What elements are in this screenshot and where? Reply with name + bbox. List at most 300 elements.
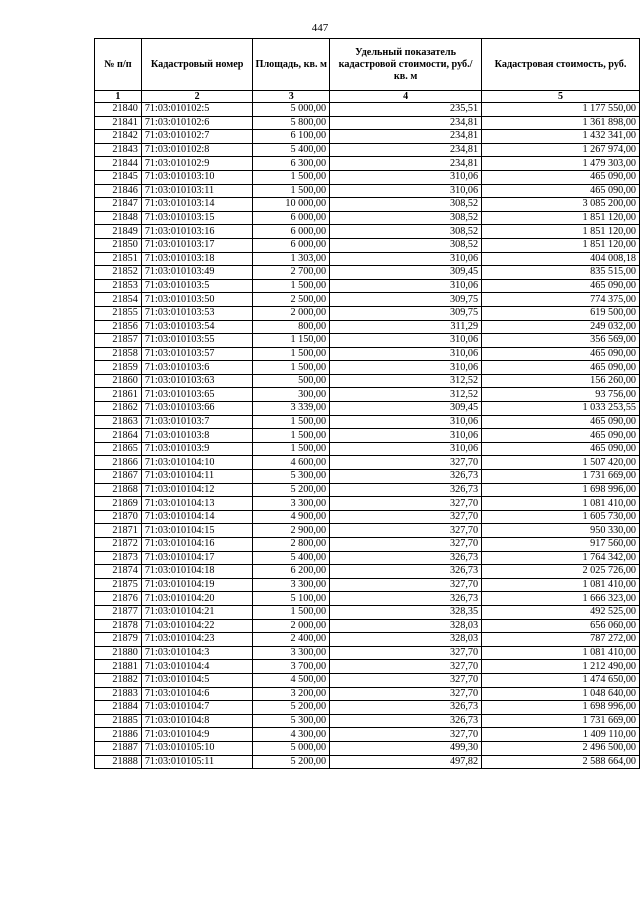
specific-value-cell: 327,70 bbox=[330, 673, 482, 687]
cadastral-number-cell: 71:03:010104:18 bbox=[141, 565, 253, 579]
cadastral-number-cell: 71:03:010104:5 bbox=[141, 673, 253, 687]
cadastral-value-cell: 1 731 669,00 bbox=[482, 714, 640, 728]
cadastral-value-cell: 1 731 669,00 bbox=[482, 470, 640, 484]
cadastral-number-cell: 71:03:010102:5 bbox=[141, 103, 253, 117]
cadastral-number-cell: 71:03:010104:9 bbox=[141, 728, 253, 742]
specific-value-cell: 309,75 bbox=[330, 306, 482, 320]
table-row bbox=[95, 293, 640, 307]
row-number-cell: 21873 bbox=[95, 551, 142, 565]
row-number-cell: 21860 bbox=[95, 374, 142, 388]
area-cell: 1 500,00 bbox=[253, 442, 330, 456]
area-cell: 4 300,00 bbox=[253, 728, 330, 742]
table-row bbox=[95, 225, 640, 239]
cadastral-number-cell: 71:03:010104:20 bbox=[141, 592, 253, 606]
area-cell: 3 300,00 bbox=[253, 497, 330, 511]
row-number-cell: 21851 bbox=[95, 252, 142, 266]
column-number: 5 bbox=[482, 91, 640, 103]
row-number-cell: 21862 bbox=[95, 402, 142, 416]
cadastral-number-cell: 71:03:010103:15 bbox=[141, 211, 253, 225]
row-number-cell: 21840 bbox=[95, 103, 142, 117]
specific-value-cell: 310,06 bbox=[330, 279, 482, 293]
cadastral-value-cell: 1 698 996,00 bbox=[482, 483, 640, 497]
specific-value-cell: 312,52 bbox=[330, 374, 482, 388]
cadastral-value-cell: 1 698 996,00 bbox=[482, 701, 640, 715]
cadastral-value-cell: 465 090,00 bbox=[482, 170, 640, 184]
cadastral-number-cell: 71:03:010103:49 bbox=[141, 266, 253, 280]
table-row bbox=[95, 103, 640, 117]
area-cell: 4 900,00 bbox=[253, 510, 330, 524]
specific-value-cell: 309,45 bbox=[330, 402, 482, 416]
row-number-cell: 21882 bbox=[95, 673, 142, 687]
table-row bbox=[95, 334, 640, 348]
specific-value-cell: 310,06 bbox=[330, 361, 482, 375]
header-area: Площадь, кв. м bbox=[253, 39, 330, 91]
cadastral-number-cell: 71:03:010103:8 bbox=[141, 429, 253, 443]
cadastral-value-cell: 1 081 410,00 bbox=[482, 578, 640, 592]
area-cell: 2 000,00 bbox=[253, 306, 330, 320]
row-number-cell: 21872 bbox=[95, 538, 142, 552]
area-cell: 1 500,00 bbox=[253, 429, 330, 443]
specific-value-cell: 327,70 bbox=[330, 660, 482, 674]
table-row bbox=[95, 660, 640, 674]
area-cell: 300,00 bbox=[253, 388, 330, 402]
area-cell: 1 150,00 bbox=[253, 334, 330, 348]
area-cell: 3 300,00 bbox=[253, 578, 330, 592]
cadastral-value-cell: 1 081 410,00 bbox=[482, 646, 640, 660]
specific-value-cell: 327,70 bbox=[330, 497, 482, 511]
area-cell: 5 000,00 bbox=[253, 103, 330, 117]
row-number-cell: 21853 bbox=[95, 279, 142, 293]
row-number-cell: 21867 bbox=[95, 470, 142, 484]
specific-value-cell: 234,81 bbox=[330, 130, 482, 144]
specific-value-cell: 327,70 bbox=[330, 538, 482, 552]
table-row bbox=[95, 157, 640, 171]
cadastral-value-cell: 1 764 342,00 bbox=[482, 551, 640, 565]
row-number-cell: 21855 bbox=[95, 306, 142, 320]
specific-value-cell: 234,81 bbox=[330, 116, 482, 130]
specific-value-cell: 326,73 bbox=[330, 714, 482, 728]
row-number-cell: 21852 bbox=[95, 266, 142, 280]
table-row bbox=[95, 497, 640, 511]
table-row bbox=[95, 510, 640, 524]
header-specific-value: Удельный показатель кадастровой стоимости, руб./кв. м bbox=[330, 39, 482, 91]
cadastral-number-cell: 71:03:010104:16 bbox=[141, 538, 253, 552]
row-number-cell: 21865 bbox=[95, 442, 142, 456]
column-number: 3 bbox=[253, 91, 330, 103]
row-number-cell: 21846 bbox=[95, 184, 142, 198]
table-row bbox=[95, 578, 640, 592]
cadastral-number-cell: 71:03:010103:50 bbox=[141, 293, 253, 307]
area-cell: 3 700,00 bbox=[253, 660, 330, 674]
area-cell: 5 100,00 bbox=[253, 592, 330, 606]
cadastral-number-cell: 71:03:010104:15 bbox=[141, 524, 253, 538]
column-number: 2 bbox=[141, 91, 253, 103]
area-cell: 1 500,00 bbox=[253, 347, 330, 361]
cadastral-number-cell: 71:03:010103:10 bbox=[141, 170, 253, 184]
table-row bbox=[95, 211, 640, 225]
cadastral-value-cell: 1 507 420,00 bbox=[482, 456, 640, 470]
area-cell: 2 000,00 bbox=[253, 619, 330, 633]
cadastral-value-cell: 465 090,00 bbox=[482, 415, 640, 429]
cadastral-value-cell: 465 090,00 bbox=[482, 429, 640, 443]
specific-value-cell: 326,73 bbox=[330, 483, 482, 497]
specific-value-cell: 327,70 bbox=[330, 578, 482, 592]
table-row bbox=[95, 116, 640, 130]
row-number-cell: 21887 bbox=[95, 741, 142, 755]
area-cell: 5 400,00 bbox=[253, 143, 330, 157]
cadastral-number-cell: 71:03:010103:9 bbox=[141, 442, 253, 456]
table-row bbox=[95, 184, 640, 198]
header-cadastral-number: Кадастровый номер bbox=[141, 39, 253, 91]
specific-value-cell: 310,06 bbox=[330, 347, 482, 361]
specific-value-cell: 234,81 bbox=[330, 143, 482, 157]
cadastral-value-cell: 619 500,00 bbox=[482, 306, 640, 320]
area-cell: 4 500,00 bbox=[253, 673, 330, 687]
row-number-cell: 21879 bbox=[95, 633, 142, 647]
cadastral-number-cell: 71:03:010105:11 bbox=[141, 755, 253, 769]
area-cell: 5 200,00 bbox=[253, 701, 330, 715]
area-cell: 1 500,00 bbox=[253, 170, 330, 184]
area-cell: 3 300,00 bbox=[253, 646, 330, 660]
row-number-cell: 21843 bbox=[95, 143, 142, 157]
cadastral-number-cell: 71:03:010103:11 bbox=[141, 184, 253, 198]
area-cell: 500,00 bbox=[253, 374, 330, 388]
table-row bbox=[95, 170, 640, 184]
row-number-cell: 21849 bbox=[95, 225, 142, 239]
cadastral-number-cell: 71:03:010103:7 bbox=[141, 415, 253, 429]
table-row bbox=[95, 415, 640, 429]
specific-value-cell: 308,52 bbox=[330, 225, 482, 239]
area-cell: 1 303,00 bbox=[253, 252, 330, 266]
table-row bbox=[95, 483, 640, 497]
row-number-cell: 21864 bbox=[95, 429, 142, 443]
cadastral-value-cell: 1 212 490,00 bbox=[482, 660, 640, 674]
row-number-cell: 21845 bbox=[95, 170, 142, 184]
table-row bbox=[95, 238, 640, 252]
cadastral-number-cell: 71:03:010104:11 bbox=[141, 470, 253, 484]
table-row bbox=[95, 143, 640, 157]
cadastral-value-cell: 1 048 640,00 bbox=[482, 687, 640, 701]
table-row bbox=[95, 442, 640, 456]
cadastral-number-cell: 71:03:010104:6 bbox=[141, 687, 253, 701]
area-cell: 2 700,00 bbox=[253, 266, 330, 280]
cadastral-number-cell: 71:03:010104:22 bbox=[141, 619, 253, 633]
specific-value-cell: 497,82 bbox=[330, 755, 482, 769]
row-number-cell: 21880 bbox=[95, 646, 142, 660]
table-row bbox=[95, 374, 640, 388]
cadastral-number-cell: 71:03:010103:66 bbox=[141, 402, 253, 416]
area-cell: 6 000,00 bbox=[253, 225, 330, 239]
specific-value-cell: 308,52 bbox=[330, 211, 482, 225]
specific-value-cell: 235,51 bbox=[330, 103, 482, 117]
column-number-row bbox=[95, 91, 640, 103]
table-row bbox=[95, 701, 640, 715]
cadastral-value-cell: 465 090,00 bbox=[482, 279, 640, 293]
cadastral-number-cell: 71:03:010104:4 bbox=[141, 660, 253, 674]
table-row bbox=[95, 551, 640, 565]
table-row bbox=[95, 687, 640, 701]
cadastral-number-cell: 71:03:010103:65 bbox=[141, 388, 253, 402]
table-row bbox=[95, 673, 640, 687]
area-cell: 6 100,00 bbox=[253, 130, 330, 144]
cadastral-value-cell: 3 085 200,00 bbox=[482, 198, 640, 212]
row-number-cell: 21856 bbox=[95, 320, 142, 334]
cadastral-value-cell: 950 330,00 bbox=[482, 524, 640, 538]
area-cell: 3 339,00 bbox=[253, 402, 330, 416]
area-cell: 5 300,00 bbox=[253, 714, 330, 728]
area-cell: 2 400,00 bbox=[253, 633, 330, 647]
specific-value-cell: 308,52 bbox=[330, 238, 482, 252]
area-cell: 10 000,00 bbox=[253, 198, 330, 212]
area-cell: 6 000,00 bbox=[253, 211, 330, 225]
table-row bbox=[95, 456, 640, 470]
cadastral-value-cell: 93 756,00 bbox=[482, 388, 640, 402]
area-cell: 1 500,00 bbox=[253, 361, 330, 375]
specific-value-cell: 311,29 bbox=[330, 320, 482, 334]
table-row bbox=[95, 402, 640, 416]
row-number-cell: 21858 bbox=[95, 347, 142, 361]
area-cell: 3 200,00 bbox=[253, 687, 330, 701]
row-number-cell: 21866 bbox=[95, 456, 142, 470]
cadastral-value-table bbox=[94, 38, 640, 769]
area-cell: 6 300,00 bbox=[253, 157, 330, 171]
cadastral-value-cell: 774 375,00 bbox=[482, 293, 640, 307]
area-cell: 6 000,00 bbox=[253, 238, 330, 252]
cadastral-value-cell: 1 081 410,00 bbox=[482, 497, 640, 511]
table-row bbox=[95, 130, 640, 144]
specific-value-cell: 328,03 bbox=[330, 633, 482, 647]
area-cell: 5 200,00 bbox=[253, 483, 330, 497]
table-row bbox=[95, 347, 640, 361]
cadastral-number-cell: 71:03:010103:14 bbox=[141, 198, 253, 212]
table-body bbox=[95, 103, 640, 769]
cadastral-number-cell: 71:03:010104:13 bbox=[141, 497, 253, 511]
table-row bbox=[95, 728, 640, 742]
row-number-cell: 21869 bbox=[95, 497, 142, 511]
table-row bbox=[95, 524, 640, 538]
table-row bbox=[95, 592, 640, 606]
specific-value-cell: 310,06 bbox=[330, 184, 482, 198]
row-number-cell: 21854 bbox=[95, 293, 142, 307]
specific-value-cell: 327,70 bbox=[330, 646, 482, 660]
table-row bbox=[95, 605, 640, 619]
page-number: 447 bbox=[311, 22, 329, 34]
row-number-cell: 21842 bbox=[95, 130, 142, 144]
table-row bbox=[95, 198, 640, 212]
cadastral-value-cell: 787 272,00 bbox=[482, 633, 640, 647]
row-number-cell: 21884 bbox=[95, 701, 142, 715]
row-number-cell: 21868 bbox=[95, 483, 142, 497]
area-cell: 2 900,00 bbox=[253, 524, 330, 538]
area-cell: 4 600,00 bbox=[253, 456, 330, 470]
specific-value-cell: 326,73 bbox=[330, 470, 482, 484]
header-row-number: № п/п bbox=[95, 39, 142, 91]
row-number-cell: 21878 bbox=[95, 619, 142, 633]
specific-value-cell: 312,52 bbox=[330, 388, 482, 402]
cadastral-number-cell: 71:03:010103:17 bbox=[141, 238, 253, 252]
cadastral-number-cell: 71:03:010103:6 bbox=[141, 361, 253, 375]
row-number-cell: 21871 bbox=[95, 524, 142, 538]
table-row bbox=[95, 755, 640, 769]
specific-value-cell: 328,35 bbox=[330, 605, 482, 619]
row-number-cell: 21877 bbox=[95, 605, 142, 619]
row-number-cell: 21874 bbox=[95, 565, 142, 579]
table-row bbox=[95, 320, 640, 334]
cadastral-number-cell: 71:03:010102:9 bbox=[141, 157, 253, 171]
table-row bbox=[95, 538, 640, 552]
cadastral-number-cell: 71:03:010104:23 bbox=[141, 633, 253, 647]
table-row bbox=[95, 252, 640, 266]
area-cell: 2 500,00 bbox=[253, 293, 330, 307]
row-number-cell: 21841 bbox=[95, 116, 142, 130]
column-number: 1 bbox=[95, 91, 142, 103]
cadastral-value-cell: 465 090,00 bbox=[482, 442, 640, 456]
cadastral-number-cell: 71:03:010102:8 bbox=[141, 143, 253, 157]
row-number-cell: 21881 bbox=[95, 660, 142, 674]
specific-value-cell: 327,70 bbox=[330, 456, 482, 470]
cadastral-number-cell: 71:03:010104:21 bbox=[141, 605, 253, 619]
specific-value-cell: 310,06 bbox=[330, 442, 482, 456]
cadastral-value-cell: 1 409 110,00 bbox=[482, 728, 640, 742]
cadastral-value-cell: 835 515,00 bbox=[482, 266, 640, 280]
specific-value-cell: 326,73 bbox=[330, 701, 482, 715]
cadastral-value-cell: 249 032,00 bbox=[482, 320, 640, 334]
table-row bbox=[95, 646, 640, 660]
cadastral-number-cell: 71:03:010103:54 bbox=[141, 320, 253, 334]
area-cell: 6 200,00 bbox=[253, 565, 330, 579]
cadastral-value-cell: 2 025 726,00 bbox=[482, 565, 640, 579]
specific-value-cell: 499,30 bbox=[330, 741, 482, 755]
cadastral-value-cell: 465 090,00 bbox=[482, 347, 640, 361]
area-cell: 5 000,00 bbox=[253, 741, 330, 755]
cadastral-number-cell: 71:03:010103:16 bbox=[141, 225, 253, 239]
cadastral-value-cell: 465 090,00 bbox=[482, 361, 640, 375]
specific-value-cell: 310,06 bbox=[330, 415, 482, 429]
cadastral-value-cell: 1 474 650,00 bbox=[482, 673, 640, 687]
cadastral-number-cell: 71:03:010103:18 bbox=[141, 252, 253, 266]
table-row bbox=[95, 714, 640, 728]
table-row bbox=[95, 565, 640, 579]
table-row bbox=[95, 361, 640, 375]
specific-value-cell: 234,81 bbox=[330, 157, 482, 171]
row-number-cell: 21859 bbox=[95, 361, 142, 375]
row-number-cell: 21886 bbox=[95, 728, 142, 742]
cadastral-value-cell: 2 496 500,00 bbox=[482, 741, 640, 755]
row-number-cell: 21883 bbox=[95, 687, 142, 701]
cadastral-number-cell: 71:03:010104:17 bbox=[141, 551, 253, 565]
table-row bbox=[95, 266, 640, 280]
specific-value-cell: 309,45 bbox=[330, 266, 482, 280]
row-number-cell: 21861 bbox=[95, 388, 142, 402]
area-cell: 1 500,00 bbox=[253, 605, 330, 619]
area-cell: 2 800,00 bbox=[253, 538, 330, 552]
column-number: 4 bbox=[330, 91, 482, 103]
cadastral-number-cell: 71:03:010104:12 bbox=[141, 483, 253, 497]
cadastral-value-cell: 1 177 550,00 bbox=[482, 103, 640, 117]
cadastral-value-cell: 1 605 730,00 bbox=[482, 510, 640, 524]
area-cell: 5 200,00 bbox=[253, 755, 330, 769]
table-row bbox=[95, 741, 640, 755]
table-row bbox=[95, 279, 640, 293]
cadastral-value-cell: 917 560,00 bbox=[482, 538, 640, 552]
table-row bbox=[95, 429, 640, 443]
specific-value-cell: 308,52 bbox=[330, 198, 482, 212]
cadastral-value-cell: 1 851 120,00 bbox=[482, 238, 640, 252]
cadastral-value-cell: 656 060,00 bbox=[482, 619, 640, 633]
specific-value-cell: 310,06 bbox=[330, 334, 482, 348]
header-cadastral-value: Кадастровая стоимость, руб. bbox=[482, 39, 640, 91]
area-cell: 1 500,00 bbox=[253, 279, 330, 293]
area-cell: 5 800,00 bbox=[253, 116, 330, 130]
table-row bbox=[95, 633, 640, 647]
cadastral-number-cell: 71:03:010104:19 bbox=[141, 578, 253, 592]
area-cell: 800,00 bbox=[253, 320, 330, 334]
cadastral-value-cell: 1 267 974,00 bbox=[482, 143, 640, 157]
cadastral-value-cell: 1 432 341,00 bbox=[482, 130, 640, 144]
specific-value-cell: 327,70 bbox=[330, 524, 482, 538]
cadastral-value-cell: 356 569,00 bbox=[482, 334, 640, 348]
specific-value-cell: 327,70 bbox=[330, 728, 482, 742]
specific-value-cell: 310,06 bbox=[330, 170, 482, 184]
specific-value-cell: 326,73 bbox=[330, 592, 482, 606]
table-row bbox=[95, 619, 640, 633]
cadastral-value-cell: 404 008,18 bbox=[482, 252, 640, 266]
row-number-cell: 21857 bbox=[95, 334, 142, 348]
cadastral-value-cell: 1 851 120,00 bbox=[482, 211, 640, 225]
area-cell: 1 500,00 bbox=[253, 184, 330, 198]
specific-value-cell: 310,06 bbox=[330, 429, 482, 443]
cadastral-number-cell: 71:03:010104:7 bbox=[141, 701, 253, 715]
table-header-row bbox=[95, 39, 640, 91]
cadastral-number-cell: 71:03:010102:6 bbox=[141, 116, 253, 130]
cadastral-value-cell: 1 479 303,00 bbox=[482, 157, 640, 171]
cadastral-number-cell: 71:03:010104:10 bbox=[141, 456, 253, 470]
specific-value-cell: 326,73 bbox=[330, 551, 482, 565]
cadastral-value-cell: 2 588 664,00 bbox=[482, 755, 640, 769]
cadastral-number-cell: 71:03:010103:63 bbox=[141, 374, 253, 388]
cadastral-value-cell: 465 090,00 bbox=[482, 184, 640, 198]
row-number-cell: 21844 bbox=[95, 157, 142, 171]
cadastral-number-cell: 71:03:010103:53 bbox=[141, 306, 253, 320]
specific-value-cell: 309,75 bbox=[330, 293, 482, 307]
specific-value-cell: 326,73 bbox=[330, 565, 482, 579]
table-row bbox=[95, 306, 640, 320]
cadastral-number-cell: 71:03:010104:8 bbox=[141, 714, 253, 728]
cadastral-number-cell: 71:03:010103:55 bbox=[141, 334, 253, 348]
table-row bbox=[95, 388, 640, 402]
cadastral-number-cell: 71:03:010103:57 bbox=[141, 347, 253, 361]
row-number-cell: 21875 bbox=[95, 578, 142, 592]
row-number-cell: 21888 bbox=[95, 755, 142, 769]
table-row bbox=[95, 470, 640, 484]
cadastral-value-cell: 492 525,00 bbox=[482, 605, 640, 619]
row-number-cell: 21876 bbox=[95, 592, 142, 606]
area-cell: 5 300,00 bbox=[253, 470, 330, 484]
cadastral-value-cell: 1 666 323,00 bbox=[482, 592, 640, 606]
cadastral-value-cell: 1 851 120,00 bbox=[482, 225, 640, 239]
row-number-cell: 21870 bbox=[95, 510, 142, 524]
specific-value-cell: 327,70 bbox=[330, 510, 482, 524]
row-number-cell: 21863 bbox=[95, 415, 142, 429]
area-cell: 1 500,00 bbox=[253, 415, 330, 429]
cadastral-value-cell: 156 260,00 bbox=[482, 374, 640, 388]
area-cell: 5 400,00 bbox=[253, 551, 330, 565]
cadastral-number-cell: 71:03:010104:14 bbox=[141, 510, 253, 524]
row-number-cell: 21848 bbox=[95, 211, 142, 225]
cadastral-number-cell: 71:03:010105:10 bbox=[141, 741, 253, 755]
row-number-cell: 21850 bbox=[95, 238, 142, 252]
specific-value-cell: 327,70 bbox=[330, 687, 482, 701]
